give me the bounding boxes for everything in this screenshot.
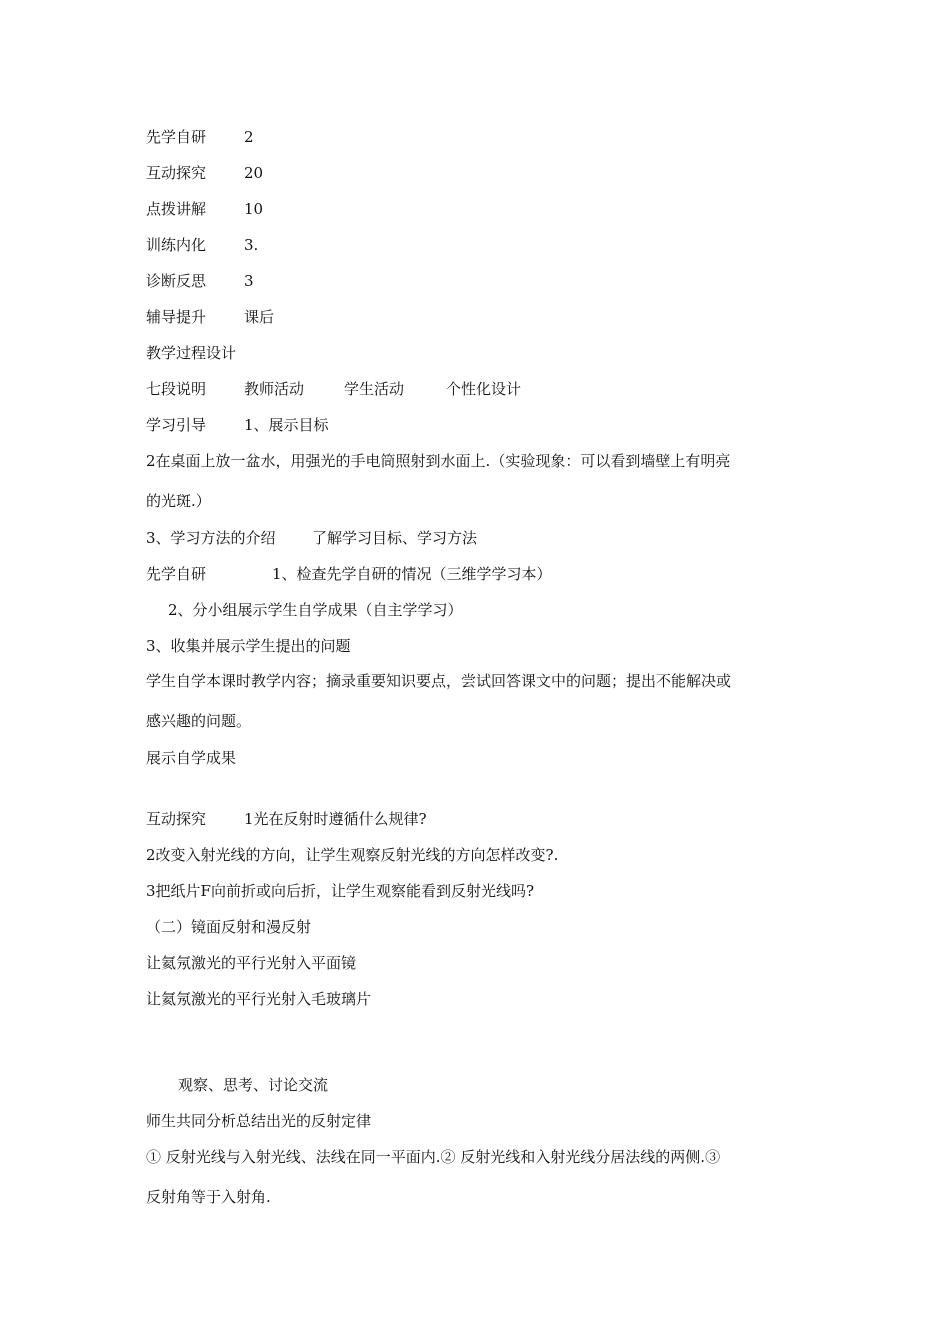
schedule-row <box>146 307 275 327</box>
column-header: 教师活动 <box>244 380 305 398</box>
guide-item: 的光斑.） <box>146 492 211 510</box>
schedule-value: 课后 <box>244 308 275 326</box>
explore-question: 3把纸片F向前折或向后折，让学生观察能看到反射光线吗? <box>146 882 534 900</box>
schedule-stage: 辅导提升 <box>146 308 207 326</box>
schedule-row <box>146 271 254 291</box>
explore-experiment: 让氦氖激光的平行光射入平面镜 <box>146 954 357 972</box>
schedule-stage: 训练内化 <box>146 236 207 254</box>
conclusion-summary: 师生共同分析总结出光的反射定律 <box>146 1112 372 1130</box>
conclusion-observe: 观察、思考、讨论交流 <box>178 1076 329 1094</box>
selfstudy-item: 2、分小组展示学生自学成果（自主学学习） <box>168 601 463 619</box>
schedule-row <box>146 163 264 183</box>
selfstudy-stage: 先学自研 <box>146 565 207 583</box>
column-header: 七段说明 <box>146 380 207 398</box>
schedule-stage: 点拨讲解 <box>146 200 207 218</box>
explore-experiment: 让氦氖激光的平行光射入毛玻璃片 <box>146 990 372 1008</box>
schedule-row <box>146 199 264 219</box>
column-header: 学生活动 <box>344 380 405 398</box>
design-heading: 教学过程设计 <box>146 344 237 362</box>
schedule-stage: 诊断反思 <box>146 272 207 290</box>
reflection-law: ① 反射光线与入射光线、法线在同一平面内.② 反射光线和入射光线分居法线的两侧.③ <box>146 1148 721 1166</box>
schedule-value: 20 <box>244 164 264 182</box>
guide-row <box>146 528 478 548</box>
selfstudy-show: 展示自学成果 <box>146 749 237 767</box>
schedule-row <box>146 127 254 147</box>
selfstudy-student-activity: 感兴趣的问题。 <box>146 712 252 730</box>
explore-subheading: （二）镜面反射和漫反射 <box>146 918 312 936</box>
selfstudy-student-activity: 学生自学本课时教学内容；摘录重要知识要点，尝试回答课文中的问题；提出不能解决或 <box>146 672 732 690</box>
column-header: 个性化设计 <box>446 380 522 398</box>
explore-stage: 互动探究 <box>146 810 207 828</box>
column-headers <box>146 379 522 399</box>
guide-stage: 学习引导 <box>146 416 207 434</box>
schedule-value: 2 <box>244 128 254 146</box>
selfstudy-item: 3、收集并展示学生提出的问题 <box>146 637 351 655</box>
explore-question: 1光在反射时遵循什么规律? <box>244 810 427 828</box>
schedule-stage: 先学自研 <box>146 128 207 146</box>
selfstudy-item: 1、检查先学自研的情况（三维学学习本） <box>272 565 552 583</box>
reflection-law: 反射角等于入射角. <box>146 1188 271 1206</box>
explore-row <box>146 809 427 829</box>
explore-question: 2改变入射光线的方向，让学生观察反射光线的方向怎样改变?. <box>146 846 559 864</box>
guide-student-activity: 了解学习目标、学习方法 <box>312 529 478 547</box>
schedule-stage: 互动探究 <box>146 164 207 182</box>
schedule-value: 10 <box>244 200 264 218</box>
guide-item: 3、学习方法的介绍 <box>146 529 276 547</box>
schedule-value: 3. <box>244 236 259 254</box>
guide-item: 2在桌面上放一盆水，用强光的手电筒照射到水面上.（实验现象：可以看到墙壁上有明亮 <box>146 452 731 470</box>
schedule-row <box>146 235 259 255</box>
guide-row <box>146 415 329 435</box>
selfstudy-row <box>146 564 552 584</box>
guide-item: 1、展示目标 <box>244 416 329 434</box>
schedule-value: 3 <box>244 272 254 290</box>
